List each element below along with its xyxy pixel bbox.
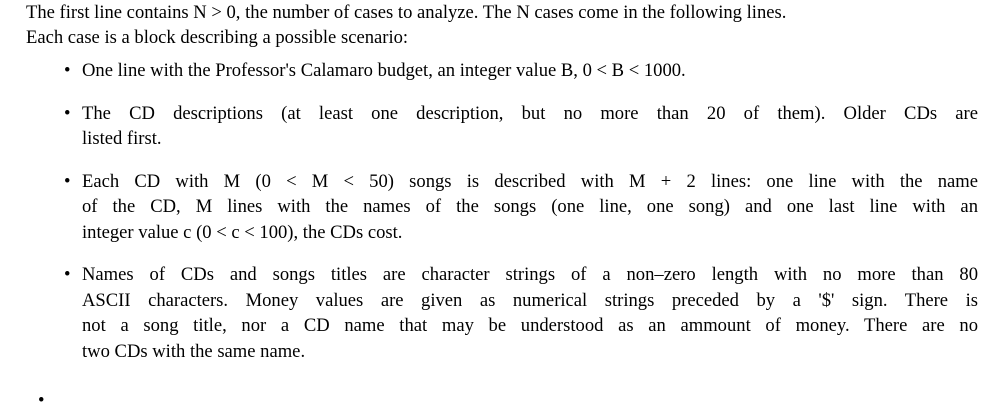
bullet-item-cd-song-structure	[26, 169, 978, 246]
bullet-line: One line with the Professor's Calamaro budget, an integer value B, 0 < B < 1000.	[82, 60, 686, 81]
bullet-line: ASCII characters. Money values are given as numerical strings preceded by a '$' sign. There is	[82, 289, 978, 311]
bullet-item-cd-descriptions	[26, 101, 978, 152]
bullet-line: not a song title, nor a CD name that may be understood as an ammount of money. There are no	[82, 315, 978, 336]
next-bullet-dot-icon: •	[38, 390, 45, 411]
bullet-line: Each CD with M (0 < M < 50) songs is described with M + 2 lines: one line with the name	[82, 170, 978, 192]
bullet-line: of the CD, M lines with the names of the songs (one line, one song) and one last line with an	[82, 196, 978, 217]
bullet-line: two CDs with the same name.	[82, 340, 306, 362]
bullet-item-naming-rules	[26, 262, 978, 364]
bullet-dot-icon: •	[64, 60, 71, 81]
intro-paragraph	[26, 0, 978, 50]
bullet-dot-icon: •	[64, 102, 71, 124]
bullet-line: The CD descriptions (at least one description, but no more than 20 of them). Older CDs are	[82, 102, 978, 124]
intro-line-2: Each case is a block describing a possible scenario:	[26, 27, 409, 48]
bullet-line: integer value c (0 < c < 100), the CDs cost.	[82, 221, 403, 243]
bullet-dot-icon: •	[64, 170, 71, 192]
bullet-line: listed first.	[82, 128, 162, 149]
bullet-dot-icon: •	[64, 264, 71, 285]
intro-line-1: The first line contains N > 0, the number of cases to analyze. The N cases come in the following lines.	[26, 2, 787, 23]
bullet-line: Names of CDs and songs titles are character strings of a non–zero length with no more than 80	[82, 264, 978, 285]
bullet-item-budget-description	[26, 58, 978, 84]
input-spec-bullet-list	[26, 58, 978, 364]
